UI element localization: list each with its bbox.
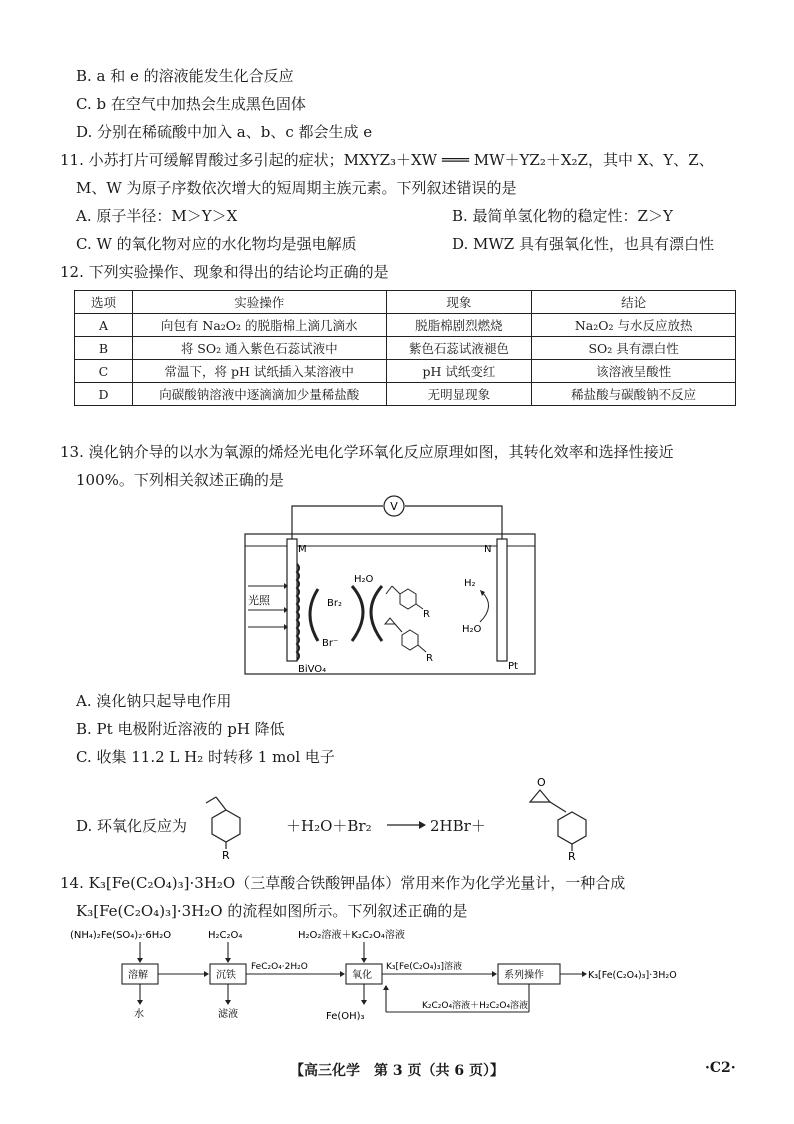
q14-stem-line2: K₃[Fe(C₂O₄)₃]·3H₂O 的流程如图所示。下列叙述正确的是 (76, 902, 468, 920)
table-header-row (75, 291, 736, 314)
table-cell: C (75, 360, 133, 383)
table-cell: 无明显现象 (386, 383, 532, 406)
flow-arrow-1-label: FeC₂O₄·2H₂O (251, 962, 308, 972)
q11-stem-line2: M、W 为原子序数依次增大的短周期主族元素。下列叙述错误的是 (76, 179, 517, 197)
flow-input-1: (NH₄)₂Fe(SO₄)₂·6H₂O (70, 930, 172, 941)
q11-option-a: A. 原子半径：M＞Y＞X (76, 207, 238, 225)
paper-code: ·C2· (705, 1060, 736, 1076)
q10-option-d: D. 分别在稀硫酸中加入 a、b、c 都会生成 e (76, 123, 373, 141)
flow-label-oxidize: 氧化 (352, 970, 372, 981)
table-row (75, 360, 736, 383)
page-footer: 【高三化学 第 3 页（共 6 页）】 (290, 1063, 504, 1079)
table-cell: SO₂ 具有漂白性 (532, 337, 736, 360)
q10-option-b: B. a 和 e 的溶液能发生化合反应 (76, 67, 294, 85)
styrene-structure (196, 785, 276, 860)
table-cell: pH 试纸变红 (386, 360, 532, 383)
q13-option-a: A. 溴化钠只起导电作用 (76, 692, 232, 710)
h2-label: H₂ (464, 578, 476, 589)
q13-stem-line2: 100%。下列相关叙述正确的是 (76, 471, 284, 489)
svg-text:O: O (537, 776, 546, 789)
table-row (75, 383, 736, 406)
h2o-right-label: H₂O (462, 624, 482, 635)
q13-option-d-product: 2HBr＋ (430, 817, 486, 835)
r-bottom: R (426, 653, 433, 664)
r-top: R (423, 609, 430, 620)
flow-arrow-2-label: K₃[Fe(C₂O₄)₃]溶液 (386, 962, 462, 972)
table-cell: 该溶液呈酸性 (532, 360, 736, 383)
flow-label-series: 系列操作 (504, 970, 544, 981)
flow-feoh3: Fe(OH)₃ (326, 1011, 365, 1022)
right-electrode (497, 539, 507, 661)
q11-option-c: C. W 的氧化物对应的水化物均是强电解质 (76, 235, 357, 253)
table-cell: 向包有 Na₂O₂ 的脱脂棉上滴几滴水 (132, 314, 386, 337)
q11-option-d: D. MWZ 具有强氧化性，也具有漂白性 (452, 235, 714, 253)
table-cell: A (75, 314, 133, 337)
table-cell: 将 SO₂ 通入紫色石蕊试液中 (132, 337, 386, 360)
table-cell: 常温下，将 pH 试纸插入某溶液中 (132, 360, 386, 383)
voltmeter-label: V (390, 500, 398, 513)
q14-flow-chart (70, 924, 750, 1028)
flow-label-precipitate: 沉铁 (216, 970, 236, 981)
flow-input-3: H₂O₂溶液＋K₂C₂O₄溶液 (298, 930, 405, 941)
table-cell: B (75, 337, 133, 360)
table-cell: 向碳酸钠溶液中逐滴滴加少量稀盐酸 (132, 383, 386, 406)
h2o-top-label: H₂O (354, 574, 374, 585)
table-header: 结论 (532, 291, 736, 314)
q13-electrochem-diagram (230, 494, 550, 684)
q13-option-b: B. Pt 电极附近溶液的 pH 降低 (76, 720, 285, 738)
table-header: 现象 (386, 291, 532, 314)
label-n: N (484, 544, 492, 555)
table-cell: D (75, 383, 133, 406)
reaction-arrow (385, 818, 427, 832)
q11-stem-line1: 11. 小苏打片可缓解胃酸过多引起的症状；MXYZ₃＋XW ═══ MW＋YZ₂＋X₂Z，其中 X、Y、Z、 (60, 151, 714, 169)
table-header: 实验操作 (132, 291, 386, 314)
flow-product: K₃[Fe(C₂O₄)₃]·3H₂O (588, 970, 677, 981)
d-r1: R (222, 849, 230, 860)
table-header: 选项 (75, 291, 133, 314)
q14-stem-line1: 14. K₃[Fe(C₂O₄)₃]·3H₂O（三草酸合铁酸钾晶体）常用来作为化学光量计，一种合成 (60, 874, 626, 892)
br-minus-label: Br⁻ (322, 638, 339, 649)
d-r2: R (568, 850, 576, 862)
table-cell: 稀盐酸与碳酸钠不反应 (532, 383, 736, 406)
q13-stem-line1: 13. 溴化钠介导的以水为氧源的烯烃光电化学环氧化反应原理如图，其转化效率和选择性接近 (60, 443, 674, 461)
q13-option-d-prefix: D. 环氧化反应为 (76, 817, 188, 835)
light-label: 光照 (248, 594, 270, 607)
epoxide-structure (510, 772, 610, 862)
table-row (75, 314, 736, 337)
flow-water: 水 (134, 1009, 144, 1020)
label-m: M (298, 544, 307, 555)
table-cell: 脱脂棉剧烈燃烧 (386, 314, 532, 337)
q12-stem: 12. 下列实验操作、现象和得出的结论均正确的是 (60, 263, 389, 281)
table-row (75, 337, 736, 360)
pt-label: Pt (508, 661, 518, 672)
flow-label-dissolve: 溶解 (128, 970, 148, 981)
left-electrode (287, 539, 297, 661)
table-cell: Na₂O₂ 与水反应放热 (532, 314, 736, 337)
br2-label: Br₂ (327, 598, 342, 609)
q13-option-d-reagents: ＋H₂O＋Br₂ (286, 817, 372, 835)
q12-table (74, 290, 736, 406)
flow-recycle: K₂C₂O₄溶液＋H₂C₂O₄溶液 (422, 1001, 529, 1011)
flow-filtrate: 滤液 (218, 1009, 238, 1020)
table-cell: 紫色石蕊试液褪色 (386, 337, 532, 360)
bivo4-label: BiVO₄ (298, 664, 327, 675)
q10-option-c: C. b 在空气中加热会生成黑色固体 (76, 95, 306, 113)
q11-option-b: B. 最简单氢化物的稳定性：Z＞Y (452, 207, 673, 225)
flow-input-2: H₂C₂O₄ (208, 930, 243, 941)
q13-option-c: C. 收集 11.2 L H₂ 时转移 1 mol 电子 (76, 748, 335, 766)
